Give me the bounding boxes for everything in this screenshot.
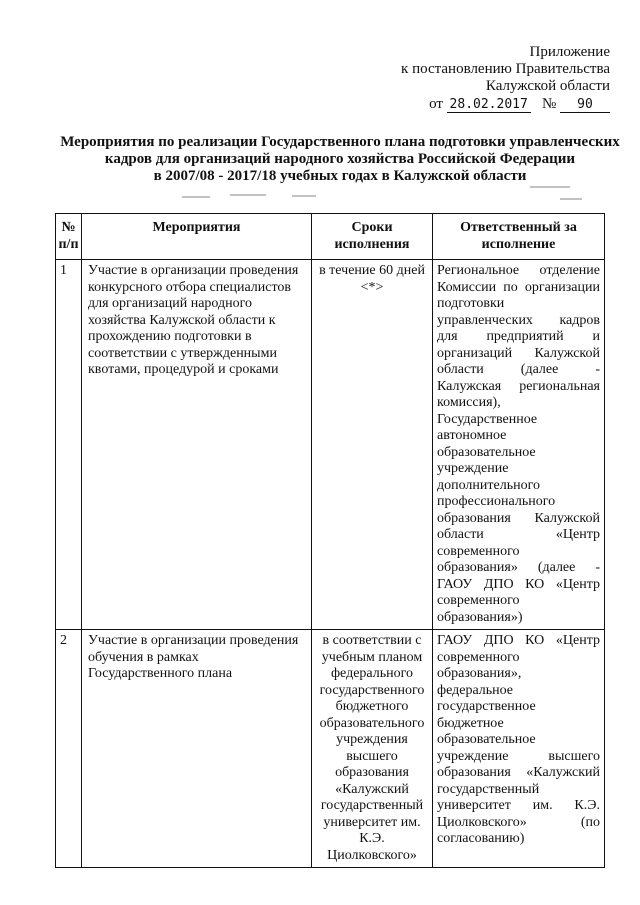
title-line-1: Мероприятия по реализации Государственного плана подготовки управленческих [60, 134, 620, 150]
header-term: Сроки исполнения [312, 214, 433, 260]
table-header-row [56, 214, 605, 260]
date-prefix: от [429, 96, 443, 112]
row-num: 1 [56, 260, 82, 630]
table-row [56, 630, 605, 868]
document-title [60, 134, 620, 185]
scan-speck [230, 194, 266, 196]
header-activity: Мероприятия [82, 214, 312, 260]
row-responsible: ГАОУ ДПО КО «Центр современного образования», федеральное государственное бюджетное образовательное учреждение высшего образования «Калужский государственный университет им. К.Э. Циолковского» (по согласованию) [433, 630, 605, 868]
appendix-line-1: Приложение [529, 44, 610, 60]
appendix-line-3: Калужской области [485, 78, 610, 94]
scan-speck [292, 195, 316, 197]
header-num: № п/п [56, 214, 82, 260]
table-row [56, 260, 605, 630]
scan-speck [530, 186, 570, 188]
appendix-line-2: к постановлению Правительства [401, 61, 610, 77]
scan-speck [182, 196, 210, 198]
appendix-date-line [401, 96, 610, 113]
title-line-2: кадров для организаций народного хозяйства Российской Федерации [104, 151, 576, 167]
appendix-block [401, 44, 610, 113]
row-responsible: Региональное отделение Комиссии по организации подготовки управленческих кадров для предприятий и организаций Калужской области (далее - Калужская региональная комиссия), Государственное автономное образовательное учреждение дополнительного профессионального образования Калужской области «Центр современного образования» (далее - ГАОУ ДПО КО «Центр современного образования») [433, 260, 605, 630]
activities-table [55, 213, 605, 868]
scan-speck [560, 198, 582, 200]
decree-date: 28.02.2017 [447, 97, 531, 113]
header-responsible: Ответственный за исполнение [433, 214, 605, 260]
row-activity: Участие в организации проведения конкурсного отбора специалистов для организаций народного хозяйства Калужской области к прохождению подготовки в соответствии с утвержденными квотами, процедурой и сроками [82, 260, 312, 630]
row-activity: Участие в организации проведения обучения в рамках Государственного плана [82, 630, 312, 868]
row-term: в течение 60 дней <*> [312, 260, 433, 630]
row-num: 2 [56, 630, 82, 868]
decree-number: 90 [560, 97, 610, 113]
number-prefix: № [541, 96, 557, 112]
row-term: в соответствии с учебным планом федерального государственного бюджетного образовательного учреждения высшего образования «Калужский государственный университет им. К.Э. Циолковского» [312, 630, 433, 868]
title-line-3: в 2007/08 - 2017/18 учебных годах в Калужской области [153, 168, 527, 184]
